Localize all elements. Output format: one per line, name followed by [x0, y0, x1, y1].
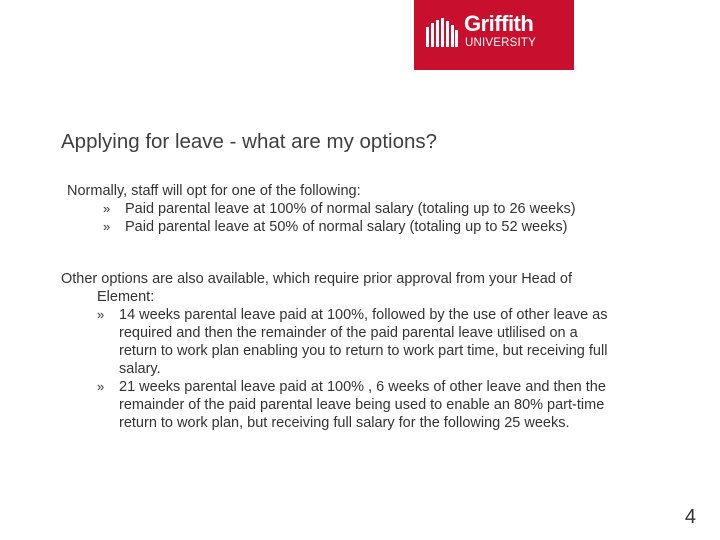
bullet-icon: »: [103, 219, 111, 234]
list-item-text: return to work plan enabling you to return to work part time, but receiving full: [119, 343, 608, 359]
other-lead-line: Element:: [97, 289, 155, 305]
logo-name: Griffith: [464, 11, 534, 36]
bullet-icon: »: [103, 201, 111, 216]
list-item-text: 21 weeks parental leave paid at 100% , 6 weeks of other leave and then the: [119, 379, 606, 395]
griffith-emblem-icon: [425, 17, 459, 51]
page-number: 4: [684, 506, 696, 528]
bullet-icon: »: [97, 379, 105, 394]
slide-title: Applying for leave - what are my options?: [61, 130, 438, 153]
list-item-text: remainder of the paid parental leave being used to enable an 80% part-time: [119, 397, 605, 413]
list-item-text: Paid parental leave at 100% of normal salary (totaling up to 26 weeks): [125, 201, 576, 217]
logo-subtitle: UNIVERSITY: [465, 37, 537, 49]
bullet-icon: »: [97, 307, 105, 322]
intro-lead: Normally, staff will opt for one of the following:: [67, 183, 361, 199]
list-item: [67, 218, 687, 236]
griffith-logo: [414, 0, 574, 70]
other-options: [61, 270, 681, 432]
other-lead-line: Other options are also available, which require prior approval from your Head of: [61, 271, 572, 287]
list-item-text: return to work plan, but receiving full salary for the following 25 weeks.: [119, 415, 570, 431]
list-item: [61, 306, 681, 378]
standard-options: [67, 182, 687, 236]
list-item-text: Paid parental leave at 50% of normal salary (totaling up to 52 weeks): [125, 219, 568, 235]
list-item-text: required and then the remainder of the paid parental leave utlilised on a: [119, 325, 578, 341]
list-item-text: 14 weeks parental leave paid at 100%, followed by the use of other leave as: [119, 307, 608, 323]
list-item-text: salary.: [119, 361, 161, 377]
list-item: [61, 378, 681, 432]
list-item: [67, 200, 687, 218]
